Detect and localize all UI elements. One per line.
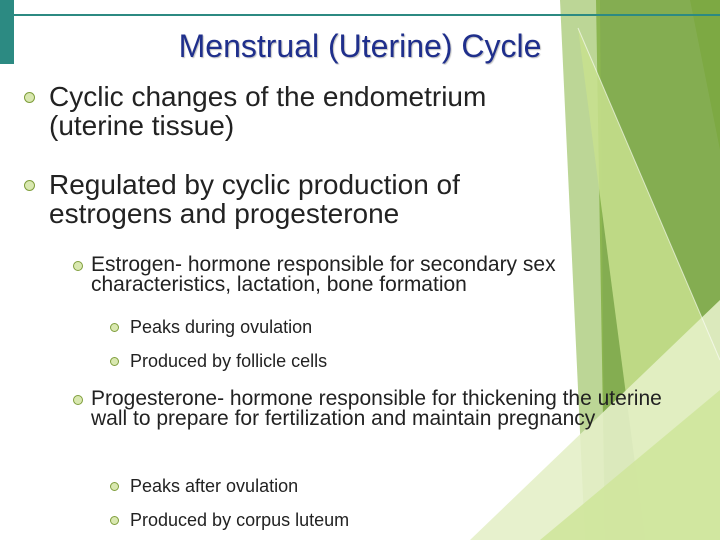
bullet-text: Regulated by cyclic production of estrogens and progesterone bbox=[49, 169, 460, 229]
bullet-dot-icon bbox=[110, 357, 119, 366]
bullet-text: Peaks after ovulation bbox=[130, 476, 299, 496]
bullet-text: Produced by follicle cells bbox=[130, 351, 328, 371]
bullet-text: Peaks during ovulation bbox=[130, 317, 313, 337]
bullet-dot-icon bbox=[24, 92, 35, 103]
bullet-item bbox=[24, 82, 584, 140]
bullet-text: Estrogen- hormone responsible for secondary sex characteristics, lactation, bone formation bbox=[91, 253, 556, 296]
sub-bullet-item bbox=[73, 389, 703, 429]
bullet-dot-icon bbox=[73, 261, 83, 271]
bullet-dot-icon bbox=[110, 482, 119, 491]
bullet-dot-icon bbox=[73, 395, 83, 405]
sub-bullet-item bbox=[73, 255, 683, 295]
slide-title: Menstrual (Uterine) Cycle bbox=[178, 28, 542, 64]
bullet-text: Cyclic changes of the endometrium (uterine tissue) bbox=[49, 81, 487, 141]
sub-sub-bullet-item bbox=[110, 351, 327, 371]
bullet-text: Progesterone- hormone responsible for thickening the uterine wall to prepare for fertilization and maintain pregnancy bbox=[91, 387, 662, 430]
sub-sub-bullet-item bbox=[110, 476, 298, 496]
bullet-text: Produced by corpus luteum bbox=[130, 510, 350, 530]
bullet-dot-icon bbox=[110, 323, 119, 332]
bullet-dot-icon bbox=[110, 516, 119, 525]
bullet-dot-icon bbox=[24, 180, 35, 191]
sub-sub-bullet-item bbox=[110, 510, 349, 530]
sub-sub-bullet-item bbox=[110, 317, 312, 337]
bullet-item bbox=[24, 170, 584, 228]
top-accent-rule bbox=[14, 14, 720, 16]
